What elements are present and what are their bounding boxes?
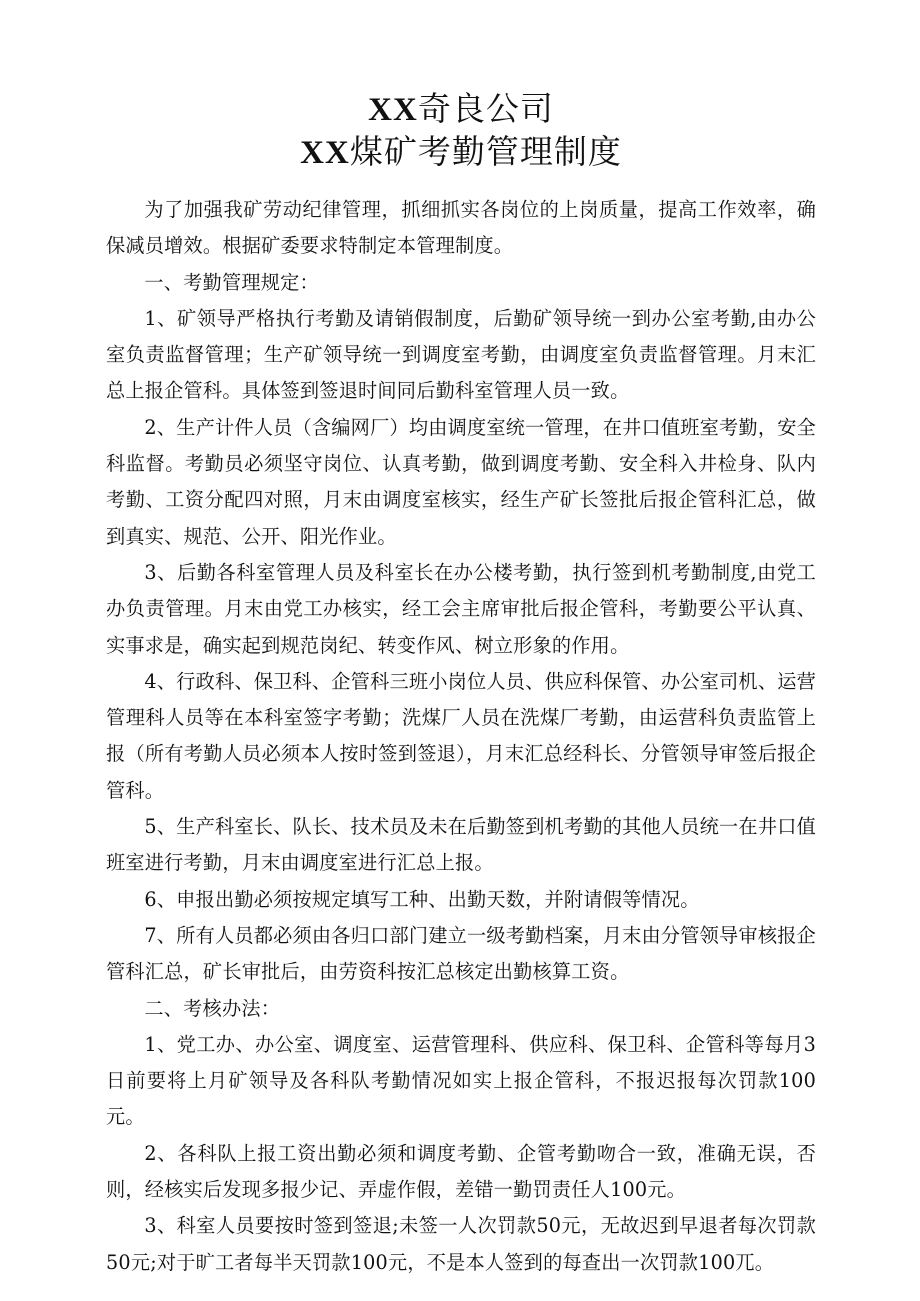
assessment-item-2: 2、各科队上报工资出勤必须和调度考勤、企管考勤吻合一致，准确无误，否则，经核实后发现多报少记、弄虚作假，差错一勤罚责任人100元。	[106, 1141, 816, 1202]
rule-item-1: 1、矿领导严格执行考勤及请销假制度，后勤矿领导统一到办公室考勤,由办公室负责监督管理；生产矿领导统一到调度室考勤，由调度室负责监督管理。月末汇总上报企管科。具体签到签退时间同后勤科室管理人员一致。	[106, 306, 816, 403]
assessment-item-3: 3、科室人员要按时签到签退;未签一人次罚款50元，无故迟到早退者每次罚款50元;对于旷工者每半天罚款100元，不是本人签到的每查出一次罚款100兀。	[106, 1214, 816, 1274]
document-body	[106, 192, 816, 1281]
title-line1-prefix: XX	[368, 92, 418, 128]
document-title-line2	[106, 131, 816, 174]
assessment-item-1: 1、党工办、办公室、调度室、运营管理科、供应科、保卫科、企管科等每月3日前要将上月矿领导及各科队考勤情况如实上报企管科，不报迟报每次罚款100元。	[106, 1032, 816, 1129]
rule-item-4: 4、行政科、保卫科、企管科三班小岗位人员、供应科保管、办公室司机、运营管理科人员等在本科室签字考勤；洗煤厂人员在洗煤厂考勤，由运营科负责监管上报（所有考勤人员必须本人按时签到签退），月末汇总经科长、分管领导审签后报企管科。	[106, 669, 816, 802]
title-line1-text: 奇良公司	[417, 89, 554, 128]
document-title-line1	[106, 88, 816, 131]
section-heading-attendance-rules: 一、考勤管理规定：	[144, 270, 319, 294]
title-line2-prefix: XX	[300, 135, 350, 171]
title-line2-text: 煤矿考勤管理制度	[349, 132, 622, 171]
rule-item-3: 3、后勤各科室管理人员及科室长在办公楼考勤，执行签到机考勤制度,由党工办负责管理。月末由党工办核实，经工会主席审批后报企管科，考勤要公平认真、实事求是，确实起到规范岗纪、转变作风、树立形象的作用。	[106, 560, 816, 657]
rule-item-7: 7、所有人员都必须由各归口部门建立一级考勤档案，月末由分管领导审核报企管科汇总，矿长审批后，由劳资科按汇总核定出勤核算工资。	[106, 923, 816, 984]
rule-item-6: 6、申报出勤必须按规定填写工种、出勤天数，并附请假等情况。	[144, 887, 700, 911]
rule-item-2: 2、生产计件人员（含编网厂）均由调度室统一管理，在井口值班室考勤，安全科监督。考勤员必须坚守岗位、认真考勤，做到调度考勤、安全科入井检身、队内考勤、工资分配四对照，月末由调度室核实，经生产矿长签批后报企管科汇总，做到真实、规范、公开、阳光作业。	[106, 415, 816, 548]
section-heading-assessment: 二、考核办法：	[144, 996, 281, 1020]
rule-item-5: 5、生产科室长、队长、技术员及未在后勤签到机考勤的其他人员统一在井口值班室进行考勤，月末由调度室进行汇总上报。	[106, 815, 816, 875]
paragraph-intro: 为了加强我矿劳动纪律管理，抓细抓实各岗位的上岗质量，提高工作效率，确保减员增效。根据矿委要求特制定本管理制度。	[106, 198, 816, 258]
